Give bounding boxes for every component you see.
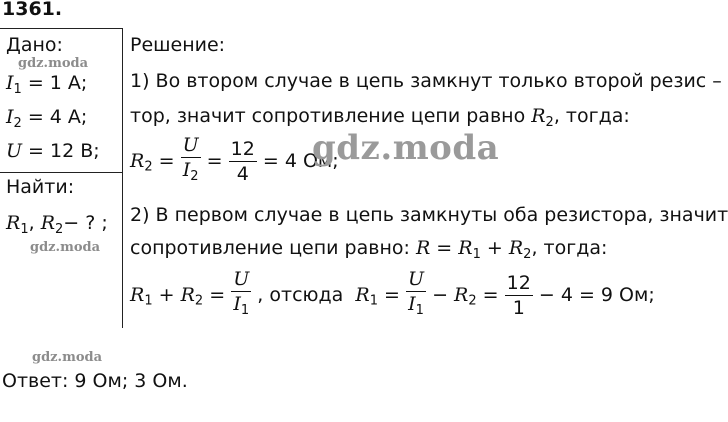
equation-1: $R_2$ = $\frac{U}{I_2}$ = $\frac{12}{4}$ = 4 Ом;: [130, 134, 339, 185]
solution-part2-line1: 2) В первом случае в цепь замкнуты оба резистора, значит: [130, 204, 728, 226]
answer-line: Ответ: 9 Ом; 3 Ом.: [2, 370, 188, 392]
watermark: gdz.moda: [30, 240, 101, 255]
problem-number: 1361.: [2, 0, 63, 20]
equation-2: $R_1 + R_2$ = $\frac{U}{I_1}$ , отсюда $R_1$ = $\frac{U}{I_1}$ − $R_2$ = $\frac{12}{1}$ − 4 = 9 Ом;: [130, 268, 655, 319]
given-i1: $I_1 = 1$ A;: [6, 72, 88, 97]
watermark-large: gdz.moda: [312, 128, 500, 168]
given-i2: $I_2 = 4$ A;: [6, 106, 88, 131]
find-unknowns: $R_1$, $R_2-$ ? ;: [6, 212, 108, 237]
solution-part1-line2: тор, значит сопротивление цепи равно $R_2$, тогда:: [130, 105, 630, 130]
find-label: Найти:: [6, 176, 75, 198]
watermark: gdz.moda: [32, 350, 103, 365]
table-vertical-divider: [122, 28, 123, 328]
solution-part1-line1: 1) Во втором случае в цепь замкнут только второй резис –: [130, 70, 722, 92]
given-label: Дано:: [6, 34, 63, 56]
solution-label: Решение:: [130, 34, 226, 56]
given-top-border: [0, 28, 122, 29]
given-find-separator: [0, 172, 122, 173]
watermark: gdz.moda: [18, 56, 89, 71]
solution-part2-line2: сопротивление цепи равно: $R = R_1 + R_2$, тогда:: [130, 237, 608, 262]
given-u: U = 12 B;: [6, 140, 100, 162]
